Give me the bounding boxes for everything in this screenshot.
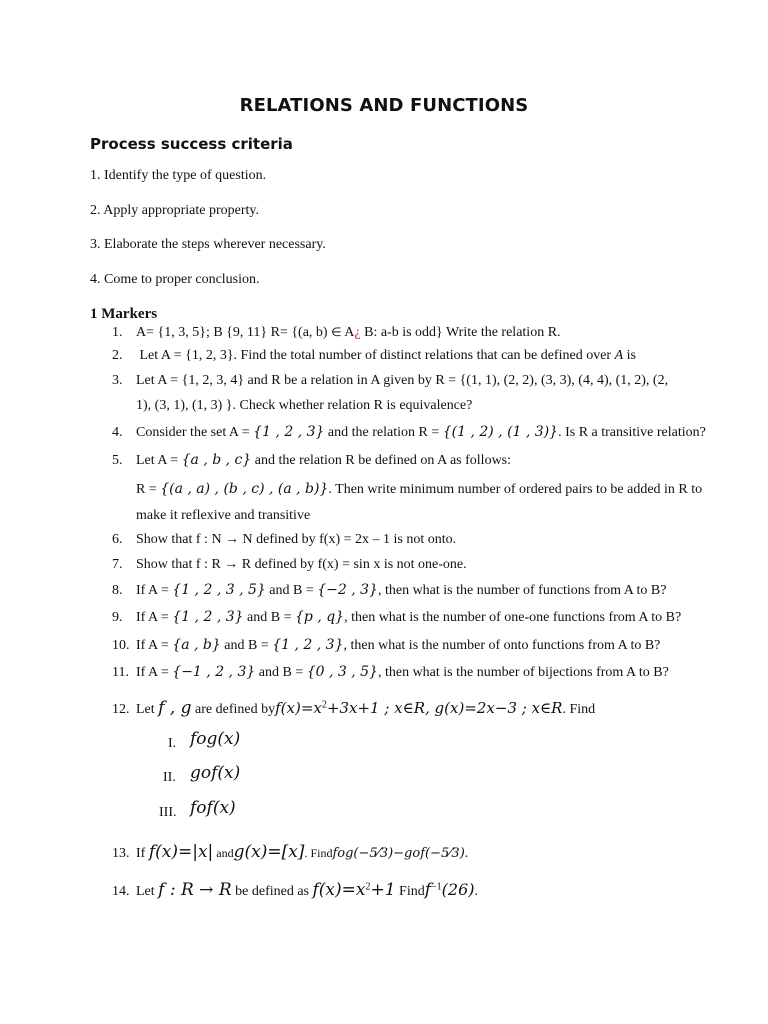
- math-definition: f(x)=|x|: [148, 842, 214, 862]
- question-number: 11.: [112, 665, 129, 680]
- question-number: 4.: [112, 425, 123, 440]
- math-set: {0 , 3 , 5}: [306, 664, 378, 680]
- question-text: Let: [136, 702, 159, 717]
- math-set: {a , b , c}: [181, 452, 252, 468]
- question-text: are defined by: [191, 702, 276, 717]
- question-5-continued: make it reflexive and transitive: [136, 508, 311, 523]
- question-3: [112, 373, 668, 389]
- question-14: [112, 880, 478, 900]
- question-text: A: [341, 325, 355, 340]
- question-text: If: [136, 846, 149, 861]
- math-functions: f , g: [158, 698, 192, 718]
- question-text: Find: [395, 884, 425, 899]
- question-text: . Find: [562, 702, 596, 717]
- question-number: 3.: [112, 373, 123, 388]
- page-title: RELATIONS AND FUNCTIONS: [239, 95, 529, 116]
- section-heading-markers: 1 Markers: [90, 306, 158, 322]
- question-1: [112, 325, 561, 341]
- question-13: [112, 842, 468, 862]
- question-8: [112, 582, 666, 599]
- question-number: 1.: [112, 325, 123, 340]
- question-text: .: [464, 846, 469, 861]
- question-text: If A =: [136, 583, 173, 598]
- question-number: 12.: [112, 702, 130, 717]
- math-definition: g(x)=[x]: [233, 842, 305, 862]
- question-6: [112, 532, 456, 548]
- question-text: Let A = {1, 2, 3, 4} and R be a relation in A given by R = {(1, 1), (2, 2), (3, 3), (4, 4), (1, 2), (2,: [136, 373, 669, 388]
- question-text: If A =: [136, 638, 173, 653]
- question-text: Let A =: [136, 453, 182, 468]
- math-inverse: f: [424, 880, 432, 900]
- sub-item-number: III.: [159, 805, 177, 820]
- math-expression: fof(x): [190, 798, 236, 818]
- question-text: be defined as: [231, 884, 313, 899]
- question-text: , then what is the number of onto functions from A to B?: [343, 638, 661, 653]
- math-set: {1 , 2 , 3}: [272, 637, 344, 653]
- math-argument: (26): [441, 880, 475, 899]
- math-exponent: −1: [431, 881, 442, 893]
- sub-item-number: II.: [163, 770, 176, 785]
- math-expression: fog(−5⁄3)−gof(−5⁄3): [332, 846, 465, 861]
- math-relation: {(1 , 2) , (1 , 3)}: [442, 424, 559, 440]
- question-number: 9.: [112, 610, 123, 625]
- question-5-relation-line: [136, 481, 702, 498]
- math-expression: gof(x): [190, 763, 241, 783]
- question-number: 8.: [112, 583, 123, 598]
- math-variable: A: [614, 348, 624, 363]
- question-text: Let: [136, 884, 159, 899]
- math-exponent: 2: [365, 881, 371, 893]
- question-text: . Find: [304, 846, 333, 860]
- question-text: Show that f : N → N defined by f(x) = 2x – 1 is not onto.: [136, 532, 457, 547]
- question-text: and B =: [220, 638, 273, 653]
- question-number: 2.: [112, 348, 123, 363]
- question-number: 10.: [112, 638, 130, 653]
- math-definition: f(x)=x: [275, 699, 322, 717]
- math-set: {1 , 2 , 3}: [172, 609, 244, 625]
- math-definition: +3x+1 ; x∈R, g(x)=2x−3 ; x∈R: [326, 699, 563, 717]
- question-2: [112, 348, 636, 364]
- question-text: and the relation R be defined on A as follows:: [251, 453, 512, 468]
- question-number: 7.: [112, 557, 123, 572]
- question-10: [112, 637, 660, 654]
- math-set: {a , b}: [172, 637, 221, 653]
- question-number: 6.: [112, 532, 123, 547]
- question-11: [112, 664, 669, 681]
- question-12: [112, 698, 595, 718]
- criteria-item: 3. Elaborate the steps wherever necessary.: [90, 237, 326, 252]
- section-heading-criteria: Process success criteria: [90, 135, 293, 153]
- criteria-item: 4. Come to proper conclusion.: [90, 272, 260, 287]
- question-text: If A =: [136, 665, 173, 680]
- math-set: {p , q}: [295, 609, 345, 625]
- question-text: A= {1, 3, 5}; B {9, 11} R= {(a, b): [136, 325, 332, 340]
- question-text: and B =: [265, 583, 318, 598]
- question-3-continued: 1), (3, 1), (1, 3) }. Check whether relation R is equivalence?: [136, 398, 473, 413]
- question-text: B: a-b is odd} Write the relation R.: [360, 325, 561, 340]
- question-text: Let A = {1, 2, 3}. Find the total number of distinct relations that can be defined over: [136, 348, 615, 363]
- math-exponent: 2: [321, 699, 327, 711]
- question-text: Show that f : R → R defined by f(x) = sin x is not one-one.: [136, 557, 467, 572]
- math-set: {1 , 2 , 3 , 5}: [172, 582, 266, 598]
- question-4: [112, 424, 706, 441]
- question-text: and B =: [243, 610, 295, 625]
- question-7: [112, 557, 467, 573]
- question-text: . Then write minimum number of ordered pairs to be added in R to: [328, 482, 703, 497]
- question-9: [112, 609, 681, 626]
- question-number: 5.: [112, 453, 123, 468]
- math-definition: f(x)=x: [312, 880, 366, 900]
- question-text: R =: [136, 482, 161, 497]
- question-text: If A =: [136, 610, 173, 625]
- element-of-symbol: ∈: [331, 325, 342, 339]
- sub-item-number: I.: [168, 736, 177, 751]
- question-number: 13.: [112, 846, 130, 861]
- question-5: [112, 452, 511, 469]
- math-set: {−2 , 3}: [317, 582, 378, 598]
- question-text: and B =: [255, 665, 307, 680]
- garbled-symbol: ¿: [354, 325, 361, 340]
- math-set: {1 , 2 , 3}: [253, 424, 325, 440]
- question-text: is: [623, 348, 636, 363]
- math-definition: +1: [370, 880, 396, 900]
- math-expression: fog(x): [190, 729, 241, 749]
- question-text: and the relation R =: [324, 425, 443, 440]
- math-set: {−1 , 2 , 3}: [172, 664, 256, 680]
- question-text: and: [213, 846, 234, 860]
- math-relation: {(a , a) , (b , c) , (a , b)}: [160, 481, 329, 497]
- question-text: . Is R a transitive relation?: [558, 425, 706, 440]
- question-number: 14.: [112, 884, 130, 899]
- criteria-item: 2. Apply appropriate property.: [90, 203, 259, 218]
- math-mapping: f : R → R: [158, 880, 232, 900]
- question-text: .: [474, 884, 479, 899]
- question-text: Consider the set A =: [136, 425, 254, 440]
- question-text: , then what is the number of functions from A to B?: [377, 583, 667, 598]
- criteria-item: 1. Identify the type of question.: [90, 168, 267, 183]
- question-text: , then what is the number of one-one functions from A to B?: [344, 610, 682, 625]
- question-text: , then what is the number of bijections from A to B?: [377, 665, 669, 680]
